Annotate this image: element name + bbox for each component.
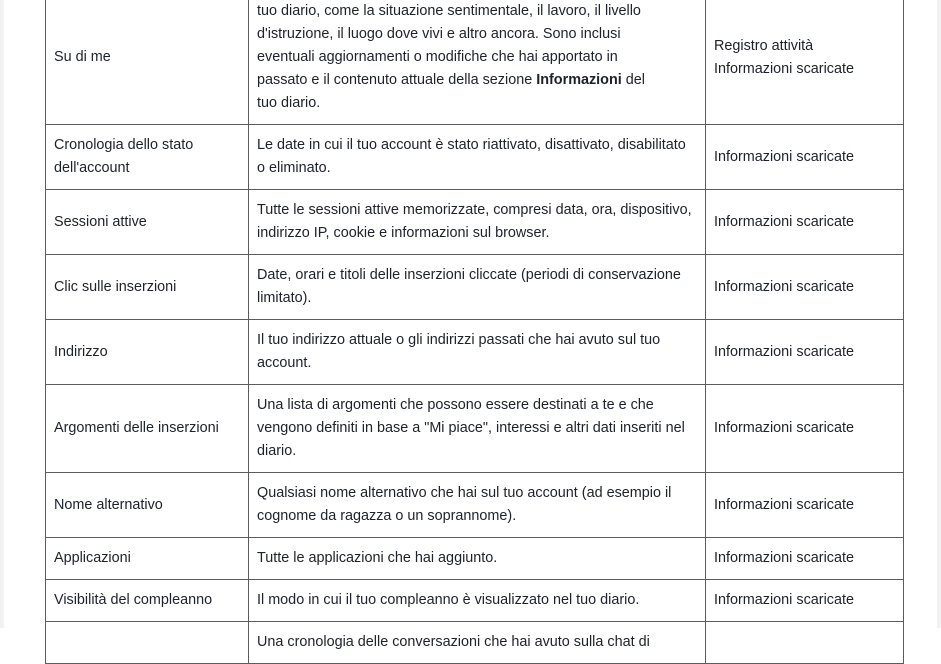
category-description: Una cronologia delle conversazioni che hai avuto sulla chat di bbox=[249, 622, 706, 664]
category-name: Argomenti delle inserzioni bbox=[46, 385, 249, 473]
category-source bbox=[706, 0, 904, 125]
description-line: d'istruzione, il luogo dove vivi e altro ancora. Sono inclusi bbox=[257, 26, 621, 42]
category-source bbox=[706, 622, 904, 664]
category-description: Tutte le sessioni attive memorizzate, compresi data, ora, dispositivo, indirizzo IP, cookie e informazioni sul browser. bbox=[249, 190, 706, 255]
description-text: passato e il contenuto attuale della sezione bbox=[257, 72, 537, 88]
category-name: Indirizzo bbox=[46, 320, 249, 385]
table-row bbox=[46, 473, 904, 538]
table-row bbox=[46, 0, 904, 125]
informazioni-link-text: Informazioni bbox=[536, 72, 622, 88]
category-source: Informazioni scaricate bbox=[706, 538, 904, 580]
category-description: Date, orari e titoli delle inserzioni cliccate (periodi di conservazione limitato). bbox=[249, 255, 706, 320]
category-source: Informazioni scaricate bbox=[706, 385, 904, 473]
category-description: Tutte le applicazioni che hai aggiunto. bbox=[249, 538, 706, 580]
category-description: Le date in cui il tuo account è stato riattivato, disattivato, disabilitato o eliminato. bbox=[249, 125, 706, 190]
category-description: Una lista di argomenti che possono essere destinati a te e che vengono definiti in base a "Mi piace", interessi e altri dati inseriti nel diario. bbox=[249, 385, 706, 473]
source-activity-log: Registro attività bbox=[714, 37, 814, 54]
table-row bbox=[46, 190, 904, 255]
description-line: tuo diario. bbox=[257, 95, 321, 111]
category-description bbox=[249, 0, 706, 125]
category-source: Informazioni scaricate bbox=[706, 473, 904, 538]
category-name bbox=[46, 622, 249, 664]
category-description: Il modo in cui il tuo compleanno è visualizzato nel tuo diario. bbox=[249, 580, 706, 622]
table-row bbox=[46, 580, 904, 622]
description-text: del bbox=[621, 72, 645, 88]
page-edge-left bbox=[0, 0, 4, 628]
table-row bbox=[46, 320, 904, 385]
category-description: Il tuo indirizzo attuale o gli indirizzi passati che hai avuto sul tuo account. bbox=[249, 320, 706, 385]
description-line bbox=[257, 69, 697, 92]
category-source: Informazioni scaricate bbox=[706, 125, 904, 190]
table-row bbox=[46, 538, 904, 580]
description-line: eventuali aggiornamenti o modifiche che hai apportato in bbox=[257, 49, 618, 65]
source-downloaded-info: Informazioni scaricate bbox=[714, 60, 854, 77]
data-categories-table bbox=[45, 0, 904, 664]
category-name: Sessioni attive bbox=[46, 190, 249, 255]
category-source: Informazioni scaricate bbox=[706, 320, 904, 385]
table-row bbox=[46, 622, 904, 664]
table-row bbox=[46, 125, 904, 190]
category-name: Su di me bbox=[46, 0, 249, 125]
description-line: tuo diario, come la situazione sentimentale, il lavoro, il livello bbox=[257, 3, 641, 19]
category-name: Visibilità del compleanno bbox=[46, 580, 249, 622]
category-source: Informazioni scaricate bbox=[706, 255, 904, 320]
category-name: Nome alternativo bbox=[46, 473, 249, 538]
category-name: Applicazioni bbox=[46, 538, 249, 580]
category-name: Clic sulle inserzioni bbox=[46, 255, 249, 320]
category-description: Qualsiasi nome alternativo che hai sul tuo account (ad esempio il cognome da ragazza o un soprannome). bbox=[249, 473, 706, 538]
table-row bbox=[46, 255, 904, 320]
category-name: Cronologia dello stato dell'account bbox=[46, 125, 249, 190]
category-source: Informazioni scaricate bbox=[706, 190, 904, 255]
page-edge-right bbox=[937, 0, 941, 628]
category-source: Informazioni scaricate bbox=[706, 580, 904, 622]
table-row bbox=[46, 385, 904, 473]
